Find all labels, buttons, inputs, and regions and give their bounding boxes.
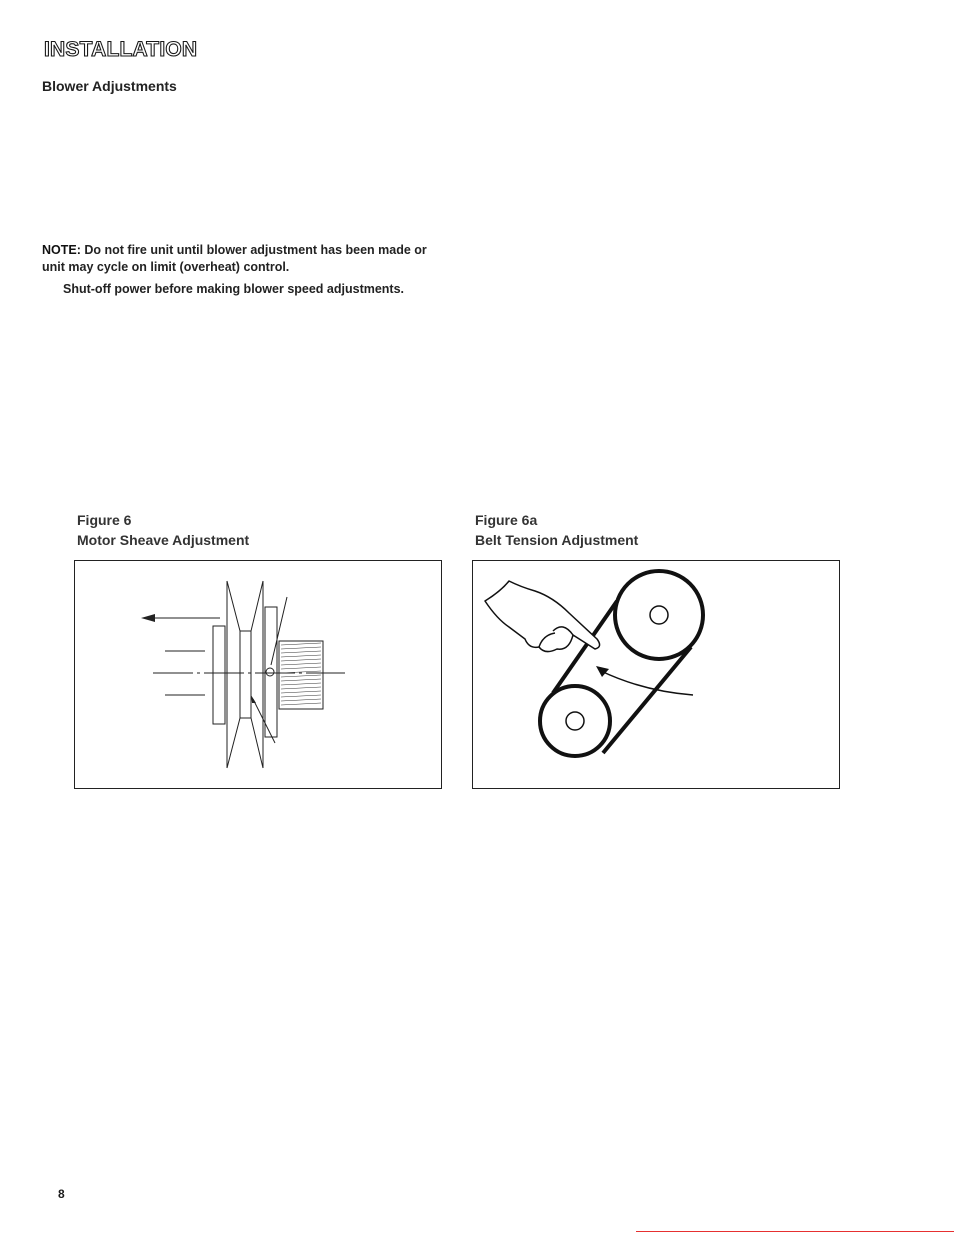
figure-6a-caption [475,510,638,550]
note-paragraph [42,242,452,276]
figure-6a-title: Belt Tension Adjustment [475,532,639,548]
note-text: Do not fire unit until blower adjustment has been made or unit may cycle on limit (overheat) control. [42,243,427,274]
belt-tension-drawing [473,561,839,788]
section-heading: Blower Adjustments [42,78,177,94]
shutoff-warning: Shut-off power before making blower speed adjustments. [63,282,405,296]
figure-6-number: Figure 6 [77,512,132,528]
figure-6-title: Motor Sheave Adjustment [77,532,250,548]
figure-6a-number: Figure 6a [475,512,538,528]
motor-sheave-drawing [75,561,441,788]
page-title: INSTALLATION [44,38,198,61]
figure-6-box [74,560,442,789]
footer-rule [636,1231,954,1232]
figure-6a-box [472,560,840,789]
note-label: NOTE: [42,243,81,257]
figure-6-caption [77,510,249,550]
page-number: 8 [58,1187,65,1201]
